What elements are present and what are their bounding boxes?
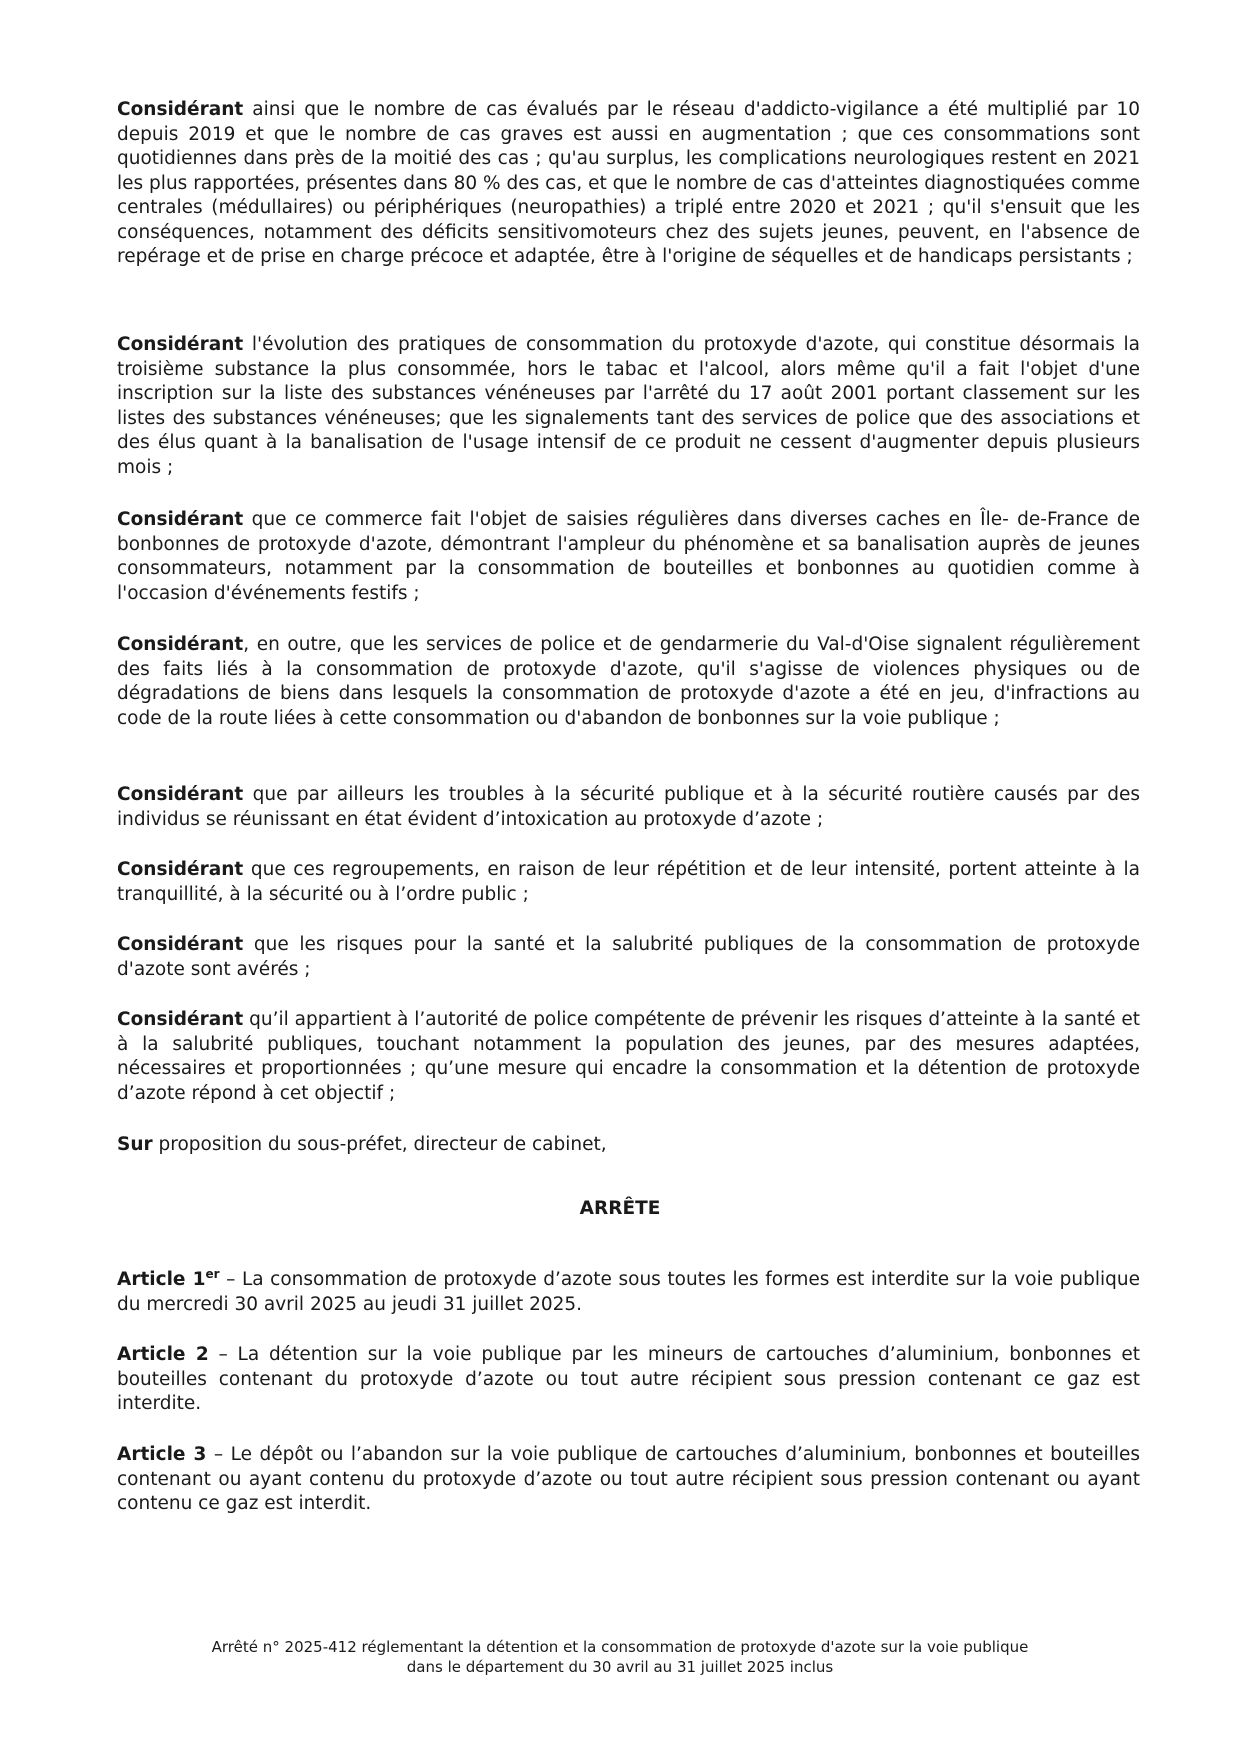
considerant-paragraph: [117, 933, 1140, 982]
footer-line: dans le département du 30 avril au 31 juillet 2025 inclus: [406, 1658, 834, 1676]
paragraph-lead: Considérant: [117, 634, 244, 655]
paragraph-text: que ces regroupements, en raison de leur répétition et de leur intensité, portent atteinte à la tranquillité, à la sécurité ou à l’ordre public ;: [117, 859, 1140, 905]
paragraph-lead: Sur: [117, 1134, 153, 1155]
considerant-paragraph: [117, 858, 1140, 907]
article-lead: [117, 1266, 220, 1290]
paragraph-text: proposition du sous-préfet, directeur de cabinet,: [152, 1134, 607, 1155]
paragraph-lead: Considérant: [117, 334, 244, 355]
paragraph-text: que les risques pour la santé et la salubrité publiques de la consommation de protoxyde d'azote sont avérés ;: [117, 934, 1140, 980]
paragraph-text: , en outre, que les services de police et de gendarmerie du Val-d'Oise signalent régulièrement des faits liés à la consommation de protoxyde d'azote, qu'il s'agisse de violences physiques ou de dégradations de biens dans lesquels la consommation de protoxyde d'azote a été en jeu, d'infractions au code de la route liées à cette consommation ou d'abandon de bonbonnes sur la voie publique ;: [117, 634, 1140, 729]
article-text: – La détention sur la voie publique par les mineurs de cartouches d’aluminium, bonbonnes et bouteilles contenant du protoxyde d’azote ou tout autre récipient sous pression contenant ce gaz est interdite.: [117, 1344, 1141, 1414]
article-lead: Article 2: [117, 1344, 209, 1365]
considerant-paragraph: [117, 783, 1140, 832]
considerant-paragraph: [117, 633, 1140, 731]
paragraph-text: qu’il appartient à l’autorité de police compétente de prévenir les risques d’atteinte à la santé et à la salubrité publiques, touchant notamment la population des jeunes, par des mesures adaptées, nécessaires et proportionnées ; qu’une mesure qui encadre la consommation et la détention de protoxyde d’azote répond à cet objectif ;: [117, 1009, 1140, 1104]
page-footer: [0, 1637, 1240, 1677]
article-paragraph: [117, 1343, 1140, 1417]
footer-line: Arrêté n° 2025-412 réglementant la détention et la consommation de protoxyde d'azote sur la voie publique: [211, 1638, 1029, 1656]
considerant-paragraph: [117, 98, 1140, 270]
considerant-paragraph: [117, 508, 1140, 606]
paragraph-text: que par ailleurs les troubles à la sécurité publique et à la sécurité routière causés par des individus se réunissant en état évident d’intoxication au protoxyde d’azote ;: [117, 784, 1140, 830]
paragraph-lead: Considérant: [117, 99, 244, 120]
paragraph-lead: Considérant: [117, 509, 244, 530]
paragraph-text: ainsi que le nombre de cas évalués par le réseau d'addicto-vigilance a été multiplié par 10 depuis 2019 et que le nombre de cas graves est aussi en augmentation ; que ces consommations sont quotidiennes dans près de la moitié des cas ; qu'au surplus, les complications neurologiques restent en 2021 les plus rapportées, présentes dans 80 % des cas, et que le nombre de cas d'atteintes diagnostiquées comme centrales (médullaires) ou périphériques (neuropathies) a triplé entre 2020 et 2021 ; qu'il s'ensuit que les conséquences, notamment des déficits sensitivomoteurs chez des sujets jeunes, peuvent, en l'absence de repérage et de prise en charge précoce et adaptée, être à l'origine de séquelles et de handicaps persistants ;: [117, 99, 1140, 267]
proposition-paragraph: [117, 1133, 1140, 1158]
paragraph-lead: Considérant: [117, 934, 244, 955]
article-text: – La consommation de protoxyde d’azote sous toutes les formes est interdite sur la voie publique du mercredi 30 avril 2025 au jeudi 31 juillet 2025.: [117, 1269, 1140, 1315]
article-number: Article 1: [117, 1269, 206, 1290]
paragraph-lead: Considérant: [117, 859, 244, 880]
article-paragraph: [117, 1268, 1140, 1317]
paragraph-text: que ce commerce fait l'objet de saisies régulières dans diverses caches en Île- de-France de bonbonnes de protoxyde d'azote, démontrant l'ampleur du phénomène et sa banalisation auprès de jeunes consommateurs, notamment par la consommation de bouteilles et bonbonnes au quotidien comme à l'occasion d'événements festifs ;: [117, 509, 1140, 604]
article-lead: Article 3: [117, 1444, 207, 1465]
decree-heading: ARRÊTE: [579, 1198, 661, 1219]
paragraph-lead: Considérant: [117, 784, 244, 805]
considerant-paragraph: [117, 1008, 1140, 1106]
considerant-paragraph: [117, 333, 1140, 480]
article-text: – Le dépôt ou l’abandon sur la voie publique de cartouches d’aluminium, bonbonnes et bouteilles contenant ou ayant contenu du protoxyde d’azote ou tout autre récipient sous pression contenant ou ayant contenu ce gaz est interdit.: [117, 1444, 1140, 1514]
article-superscript: er: [205, 1266, 220, 1281]
article-paragraph: [117, 1443, 1140, 1517]
paragraph-lead: Considérant: [117, 1009, 244, 1030]
paragraph-text: l'évolution des pratiques de consommation du protoxyde d'azote, qui constitue désormais la troisième substance la plus consommée, hors le tabac et l'alcool, alors même qu'il a fait l'objet d'une inscription sur la liste des substances vénéneuses par l'arrêté du 17 août 2001 portant classement sur les listes des substances vénéneuses; que les signalements tant des services de police que des associations et des élus quant à la banalisation de l'usage intensif de ce produit ne cessent d'augmenter depuis plusieurs mois ;: [117, 334, 1140, 478]
